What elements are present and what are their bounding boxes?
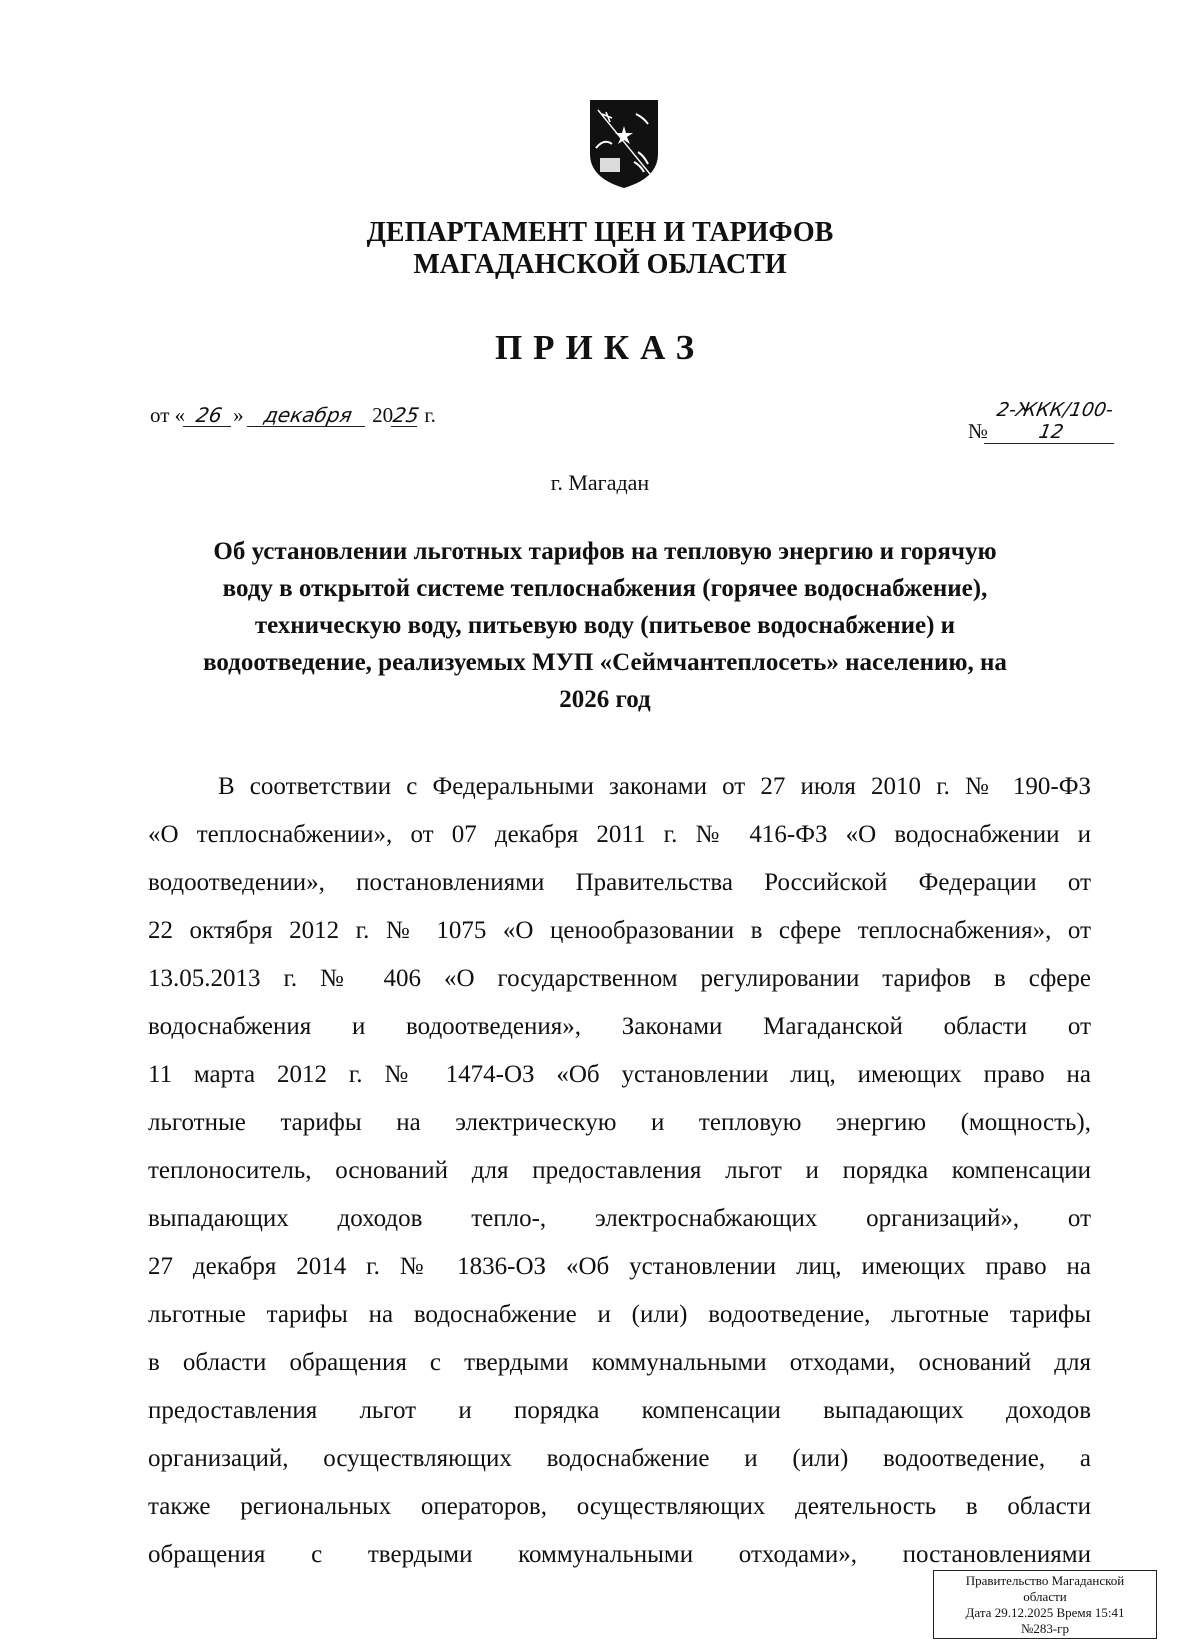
- department-line-2: МАГАДАНСКОЙ ОБЛАСТИ: [413, 249, 787, 280]
- body-line: водоснабжения и водоотведения», Законами Магаданской области от: [148, 1013, 1091, 1040]
- body-line: В соответствии с Федеральными законами от 27 июля 2010 г. № 190-ФЗ: [218, 773, 1091, 800]
- title-line: 2026 год: [559, 686, 651, 713]
- date-mid: »: [233, 403, 244, 427]
- date-prefix: от «: [150, 403, 186, 427]
- stamp-line: Правительство Магаданской: [965, 1573, 1125, 1588]
- date-suffix: г.: [424, 403, 436, 427]
- body-line: 27 декабря 2014 г. № 1836-ОЗ «Об установлении лиц, имеющих право на: [148, 1253, 1091, 1280]
- body-line: льготные тарифы на водоснабжение и (или) водоотведение, льготные тарифы: [148, 1301, 1091, 1328]
- registration-stamp: [933, 1570, 1157, 1639]
- body-line: предоставления льгот и порядка компенсации выпадающих доходов: [148, 1397, 1091, 1424]
- title-line: Об установлении льготных тарифов на тепловую энергию и горячую: [213, 538, 997, 565]
- date-year-suffix: 25: [391, 403, 422, 427]
- body-line: 11 марта 2012 г. № 1474-ОЗ «Об установлении лиц, имеющих право на: [148, 1061, 1091, 1088]
- stamp-line: Дата 29.12.2025 Время 15:41: [965, 1605, 1125, 1620]
- body-line: 13.05.2013 г. № 406 «О государственном регулировании тарифов в сфере: [148, 965, 1091, 992]
- body-line: обращения с твердыми коммунальными отходами», постановлениями: [148, 1541, 1091, 1568]
- body-line: выпадающих доходов тепло-, электроснабжающих организаций», от: [148, 1205, 1091, 1232]
- number-value: 2-ЖКК/100-12: [984, 399, 1122, 444]
- city: г. Магадан: [550, 470, 650, 495]
- date-month: декабря: [247, 404, 369, 427]
- body-line: 22 октября 2012 г. № 1075 «О ценообразовании в сфере теплоснабжения», от: [148, 917, 1091, 944]
- stamp-line: №283-гр: [1020, 1621, 1070, 1636]
- body-line: «О теплоснабжении», от 07 декабря 2011 г. № 416-ФЗ «О водоснабжении и: [148, 821, 1091, 848]
- title-line: воду в открытой системе теплоснабжения (горячее водоснабжение),: [222, 575, 988, 602]
- body-line: водоотведении», постановлениями Правительства Российской Федерации от: [148, 869, 1091, 896]
- date-day: 26: [183, 404, 235, 427]
- order-number: [968, 399, 1118, 444]
- body-text: [148, 763, 1091, 1579]
- date-year-prefix: 20: [372, 403, 394, 427]
- stamp-line: области: [1023, 1589, 1067, 1604]
- body-line: организаций, осуществляющих водоснабжение и (или) водоотведение, а: [148, 1445, 1091, 1472]
- document-type: ПРИКАЗ: [494, 328, 706, 367]
- order-date: [150, 403, 436, 428]
- body-line: также региональных операторов, осуществляющих деятельность в области: [148, 1493, 1091, 1520]
- order-title: [160, 533, 1050, 718]
- title-line: водоотведение, реализуемых МУП «Сеймчантеплосеть» населению, на: [203, 649, 1007, 676]
- coat-of-arms-icon: [584, 96, 664, 190]
- title-line: техническую воду, питьевую воду (питьевое водоснабжение) и: [254, 612, 956, 639]
- body-line: теплоноситель, оснований для предоставления льгот и порядка компенсации: [148, 1157, 1091, 1184]
- department-name: [0, 217, 1200, 281]
- body-line: в области обращения с твердыми коммунальными отходами, оснований для: [148, 1349, 1091, 1376]
- number-prefix: №: [967, 419, 988, 443]
- body-line: льготные тарифы на электрическую и тепловую энергию (мощность),: [148, 1109, 1091, 1136]
- department-line-1: ДЕПАРТАМЕНТ ЦЕН И ТАРИФОВ: [366, 217, 834, 248]
